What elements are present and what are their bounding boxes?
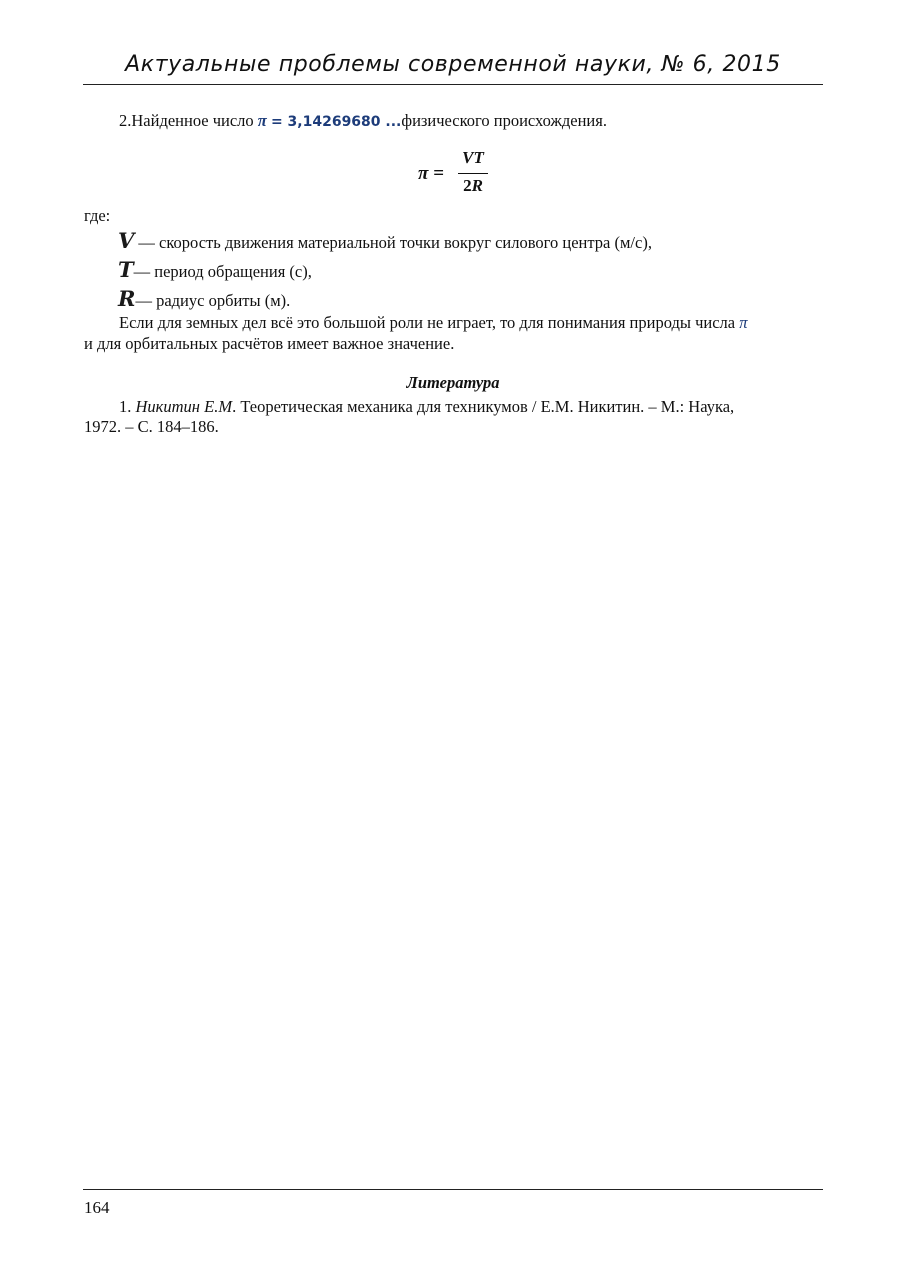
definition-t — [118, 259, 312, 282]
denominator-digit: 2 — [463, 176, 472, 195]
denominator-var: R — [471, 176, 483, 195]
pi-formula — [418, 148, 508, 200]
definition-v-text: — скорость движения материальной точки вокруг силового центра (м/с), — [134, 233, 652, 252]
conclusion-pi: π — [739, 313, 748, 332]
conclusion-line-1 — [119, 312, 748, 333]
where-label: где: — [84, 206, 111, 225]
item-2-prefix: 2.Найденное число — [119, 111, 258, 130]
footer-rule — [83, 1189, 823, 1190]
symbol-r: R — [118, 286, 136, 311]
formula-lhs: π = — [418, 163, 444, 184]
reference-1-author: Никитин Е.М — [135, 397, 233, 416]
page-number: 164 — [84, 1198, 110, 1217]
journal-header: Актуальные проблемы современной науки, № 6, 2015 — [125, 52, 781, 77]
references-title: Литература — [406, 373, 500, 392]
symbol-v: V — [118, 228, 135, 253]
fraction-bar — [458, 173, 488, 174]
pi-value: = 3,14269680 ... — [270, 114, 402, 130]
formula-numerator: VT — [462, 148, 484, 167]
header-rule — [83, 84, 823, 85]
formula-denominator — [458, 176, 488, 196]
reference-1-rest: . Теоретическая механика для техникумов / Е.М. Никитин. – М.: Наука, — [232, 397, 735, 416]
pi-symbol: π — [257, 111, 267, 130]
reference-1-number: 1. — [119, 397, 136, 416]
item-2-suffix: физического происхождения. — [401, 111, 607, 130]
item-2-paragraph — [119, 110, 607, 133]
definition-v — [118, 230, 652, 253]
conclusion-line-2: и для орбитальных расчётов имеет важное значение. — [84, 334, 455, 353]
reference-1-line-2: 1972. – С. 184–186. — [84, 417, 219, 436]
definition-t-text: — период обращения (с), — [133, 262, 312, 281]
definition-r — [118, 288, 290, 311]
definition-r-text: — радиус орбиты (м). — [135, 291, 291, 310]
symbol-t: T — [118, 257, 134, 282]
reference-1-line-1 — [119, 396, 734, 417]
conclusion-text-1: Если для земных дел всё это большой роли не играет, то для понимания природы числа — [119, 313, 740, 332]
